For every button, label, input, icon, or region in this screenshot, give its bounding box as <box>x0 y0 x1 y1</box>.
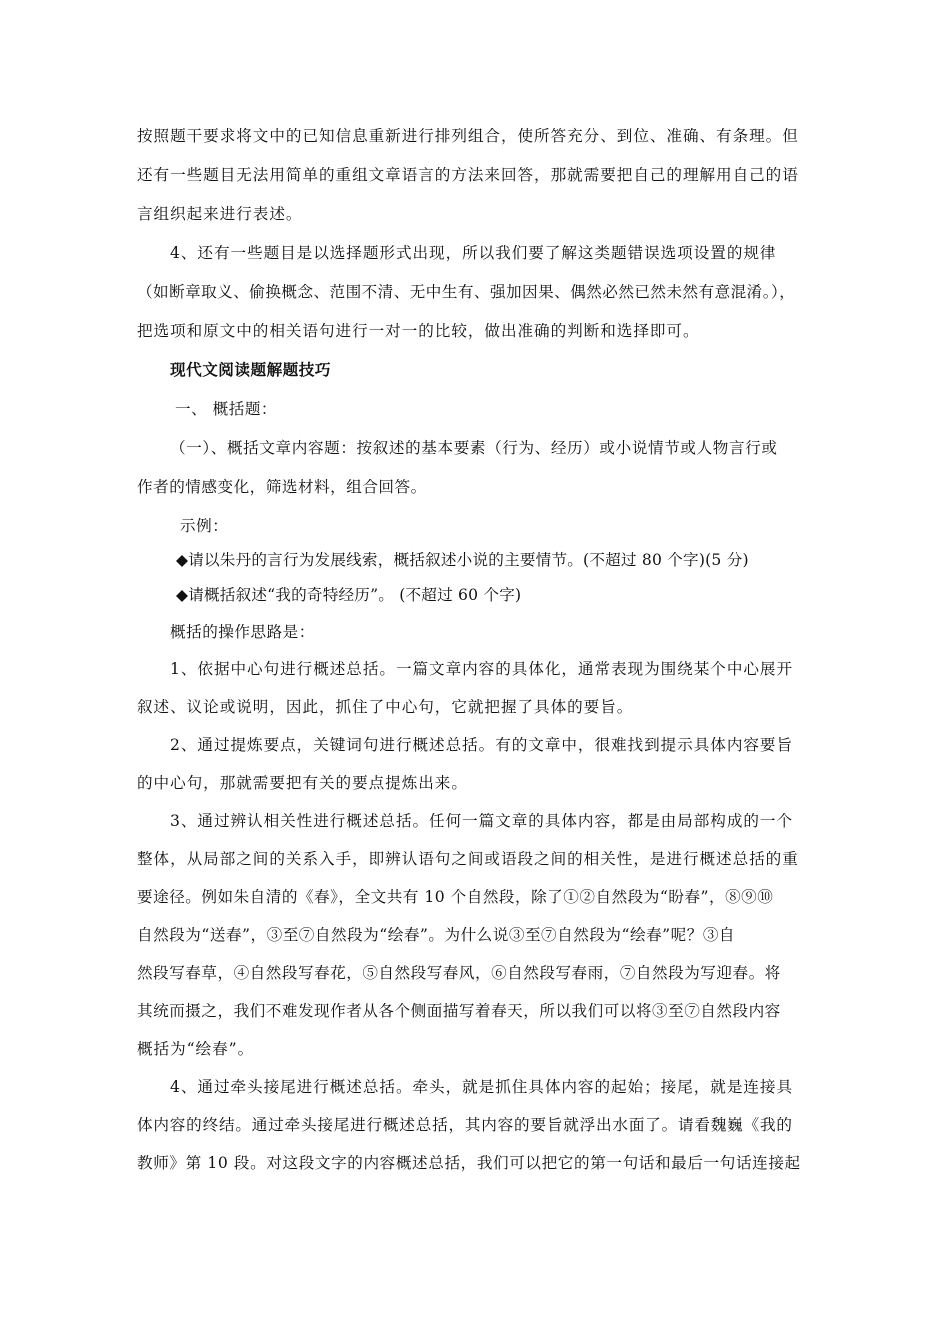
paragraph-line: 概括的操作思路是： <box>170 623 315 641</box>
example-item: ◆请以朱丹的言行为发展线索，概括叙述小说的主要情节。(不超过 80 个字)(5 分) <box>176 551 749 569</box>
section-heading: 现代文阅读题解题技巧 <box>170 360 331 379</box>
paragraph-line: 概括为“绘春”。 <box>137 1040 255 1058</box>
paragraph-line: 然段写春草，④自然段写春花，⑤自然段写春风，⑥自然段写春雨，⑦自然段为写迎春。将 <box>137 964 781 982</box>
paragraph-line: 自然段为“送春”，③至⑦自然段为“绘春”。为什么说③至⑦自然段为“绘春”呢？③自 <box>137 926 736 944</box>
paragraph-line: 2、通过提炼要点，关键词句进行概述总括。有的文章中，很难找到提示具体内容要旨 <box>170 736 793 754</box>
paragraph-line: 3、通过辨认相关性进行概述总括。任何一篇文章的具体内容，都是由局部构成的一个 <box>170 812 793 830</box>
paragraph-line: 的中心句，那就需要把有关的要点提炼出来。 <box>137 774 468 792</box>
paragraph-line: 按照题干要求将文中的已知信息重新进行排列组合，使所答充分、到位、准确、有条理。但 <box>137 127 799 145</box>
paragraph-line: 把选项和原文中的相关语句进行一对一的比较，做出准确的判断和选择即可。 <box>137 322 700 340</box>
paragraph-line: 1、依据中心句进行概述总括。一篇文章内容的具体化，通常表现为围绕某个中心展开 <box>170 660 793 678</box>
paragraph-line: （如断章取义、偷换概念、范围不清、无中生有、强加因果、偶然必然已然未然有意混淆。）， <box>137 283 796 301</box>
paragraph-line: 教师》第 10 段。对这段文字的内容概述总括，我们可以把它的第一句话和最后一句话连接起 <box>137 1154 801 1172</box>
paragraph-line: 整体，从局部之间的关系入手，即辨认语句之间或语段之间的相关性，是进行概述总括的重 <box>137 850 799 868</box>
paragraph-line: 其统而摄之，我们不难发现作者从各个侧面描写着春天，所以我们可以将③至⑦自然段内容 <box>137 1002 781 1020</box>
paragraph-line: 作者的情感变化，筛选材料，组合回答。 <box>137 478 427 496</box>
example-label: 示例： <box>180 517 229 535</box>
paragraph-line: （一）、概括文章内容题：按叙述的基本要素（行为、经历）或小说情节或人物言行或 <box>170 439 778 457</box>
paragraph-line: 4、还有一些题目是以选择题形式出现，所以我们要了解这类题错误选项设置的规律 <box>170 244 777 262</box>
paragraph-line: 要途径。例如朱自清的《春》，全文共有 10 个自然段，除了①②自然段为“盼春”，⑧⑨⑩ <box>137 888 774 906</box>
example-item: ◆请概括叙述“我的奇特经历”。 (不超过 60 个字) <box>176 586 522 604</box>
paragraph-line: 4、通过牵头接尾进行概述总括。牵头，就是抓住具体内容的起始；接尾，就是连接具 <box>170 1078 793 1096</box>
paragraph-line: 叙述、议论或说明，因此，抓住了中心句，它就把握了具体的要旨。 <box>137 698 634 716</box>
paragraph-line: 体内容的终结。通过牵头接尾进行概述总括，其内容的要旨就浮出水面了。请看魏巍《我的 <box>137 1116 793 1134</box>
subsection-heading: 一、 概括题： <box>175 400 278 418</box>
paragraph-line: 还有一些题目无法用简单的重组文章语言的方法来回答，那就需要把自己的理解用自己的语 <box>137 166 799 184</box>
paragraph-line: 言组织起来进行表述。 <box>137 205 303 223</box>
